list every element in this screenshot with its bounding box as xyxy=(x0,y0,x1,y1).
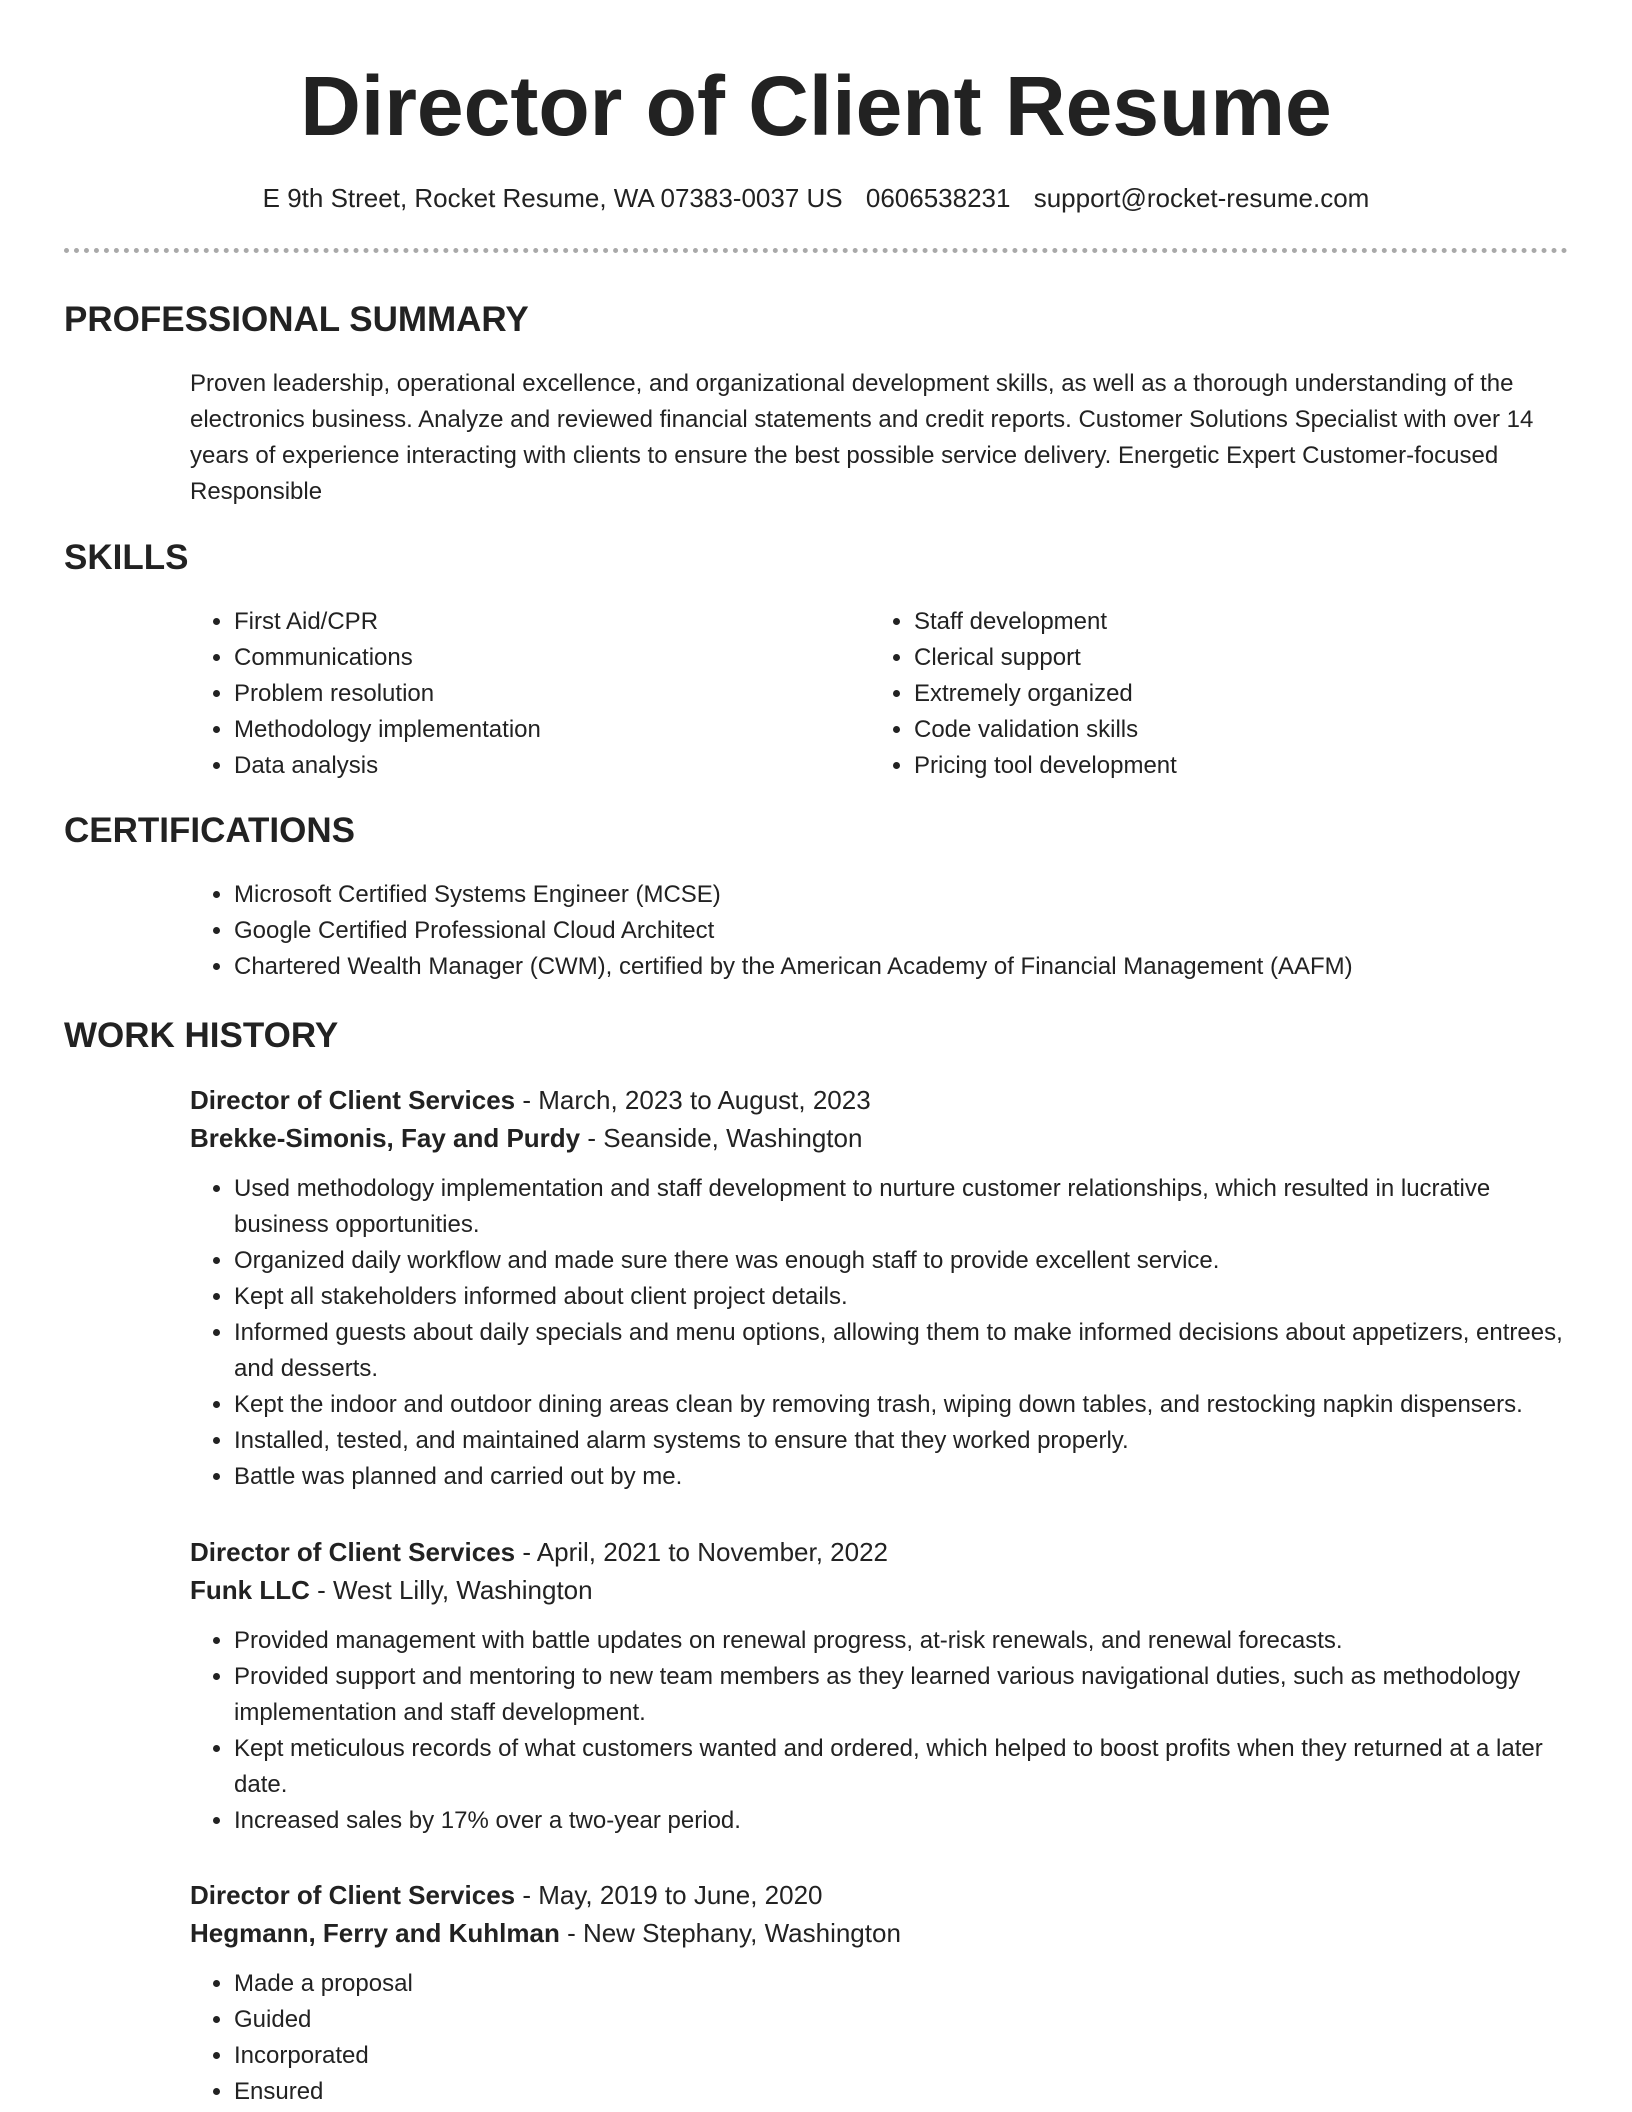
summary-text: Proven leadership, operational excellence, and organizational development skills, as well as a thorough understanding of the electronics business. Analyze and reviewed financial statements and credit reports. Customer Solutions Specialist with over 14 years of experience interacting with clients to ensure the best possible service delivery. Energetic Expert Customer-focused Responsible xyxy=(190,370,1534,505)
job-dates: - May, 2019 to June, 2020 xyxy=(515,1880,823,1910)
job-company-line xyxy=(190,1119,1570,1157)
job-company: Hegmann, Ferry and Kuhlman xyxy=(190,1918,560,1948)
contact-line xyxy=(64,180,1568,216)
summary-heading: PROFESSIONAL SUMMARY xyxy=(64,300,529,339)
job-title-line xyxy=(190,1876,1570,1914)
contact-address: E 9th Street, Rocket Resume, WA 07383-0037 US xyxy=(262,183,843,213)
job-title: Director of Client Services xyxy=(190,1880,516,1910)
job-bullets xyxy=(190,1966,1570,2110)
job-bullet: • Provided management with battle updates on renewal progress, at-risk renewals, and renewal forecasts. xyxy=(234,1623,1570,1659)
job-entry xyxy=(190,1081,1570,1495)
certification-item: • Google Certified Professional Cloud Architect xyxy=(234,913,1570,949)
job-company-line xyxy=(190,1571,1570,1609)
contact-email: support@rocket-resume.com xyxy=(1033,183,1370,213)
resume-title: Director of Client Resume xyxy=(300,59,1332,153)
job-bullet: • Used methodology implementation and staff development to nurture customer relationships, which resulted in lucrative business opportunities. xyxy=(234,1171,1570,1243)
job-company: Funk LLC xyxy=(190,1575,310,1605)
job-bullet: • Increased sales by 17% over a two-year period. xyxy=(234,1803,1570,1839)
job-bullet: • Kept meticulous records of what customers wanted and ordered, which helped to boost profits when they returned at a later date. xyxy=(234,1731,1570,1803)
job-entry xyxy=(190,1533,1570,1839)
work-history-heading: WORK HISTORY xyxy=(64,1016,339,1055)
job-location: - New Stephany, Washington xyxy=(559,1918,901,1948)
skills-column-left xyxy=(190,604,850,784)
job-bullet: • Installed, tested, and maintained alarm systems to ensure that they worked properly. xyxy=(234,1423,1570,1459)
job-company: Brekke-Simonis, Fay and Purdy xyxy=(190,1123,581,1153)
job-location: - West Lilly, Washington xyxy=(309,1575,593,1605)
skill-item: • Staff development xyxy=(914,604,1530,640)
contact-phone: 0606538231 xyxy=(865,183,1011,213)
job-dates: - March, 2023 to August, 2023 xyxy=(515,1085,871,1115)
certifications-list xyxy=(190,877,1570,985)
job-title: Director of Client Services xyxy=(190,1537,516,1567)
skill-item: • Problem resolution xyxy=(234,676,850,712)
job-title: Director of Client Services xyxy=(190,1085,516,1115)
job-location: - Seanside, Washington xyxy=(580,1123,863,1153)
skill-item: • Extremely organized xyxy=(914,676,1530,712)
certifications-heading: CERTIFICATIONS xyxy=(64,811,356,850)
skill-item: • Data analysis xyxy=(234,748,850,784)
job-bullet: • Incorporated xyxy=(234,2038,1570,2074)
job-bullet: • Kept the indoor and outdoor dining areas clean by removing trash, wiping down tables, and restocking napkin dispensers. xyxy=(234,1387,1570,1423)
skill-item: • Pricing tool development xyxy=(914,748,1530,784)
job-bullet: • Made a proposal xyxy=(234,1966,1570,2002)
job-company-line xyxy=(190,1914,1570,1952)
header-divider xyxy=(64,248,1568,253)
skill-item: • Clerical support xyxy=(914,640,1530,676)
skill-item: • Communications xyxy=(234,640,850,676)
job-bullet: • Organized daily workflow and made sure there was enough staff to provide excellent service. xyxy=(234,1243,1570,1279)
job-bullet: • Provided support and mentoring to new team members as they learned various navigational duties, such as methodology implementation and staff development. xyxy=(234,1659,1570,1731)
job-title-line xyxy=(190,1081,1570,1119)
job-bullet: • Kept all stakeholders informed about client project details. xyxy=(234,1279,1570,1315)
skills-column-right xyxy=(870,604,1530,784)
job-bullets xyxy=(190,1623,1570,1839)
skill-item: • First Aid/CPR xyxy=(234,604,850,640)
job-bullet: • Guided xyxy=(234,2002,1570,2038)
skill-item: • Code validation skills xyxy=(914,712,1530,748)
certification-item: • Microsoft Certified Systems Engineer (MCSE) xyxy=(234,877,1570,913)
job-dates: - April, 2021 to November, 2022 xyxy=(515,1537,889,1567)
certification-item: • Chartered Wealth Manager (CWM), certified by the American Academy of Financial Management (AAFM) xyxy=(234,949,1570,985)
job-bullets xyxy=(190,1171,1570,1495)
job-title-line xyxy=(190,1533,1570,1571)
job-bullet: • Informed guests about daily specials and menu options, allowing them to make informed decisions about appetizers, entrees, and desserts. xyxy=(234,1315,1570,1387)
job-entry xyxy=(190,1876,1570,2110)
job-bullet: • Ensured xyxy=(234,2074,1570,2110)
job-bullet: • Battle was planned and carried out by me. xyxy=(234,1459,1570,1495)
skills-heading: SKILLS xyxy=(64,538,189,577)
skill-item: • Methodology implementation xyxy=(234,712,850,748)
